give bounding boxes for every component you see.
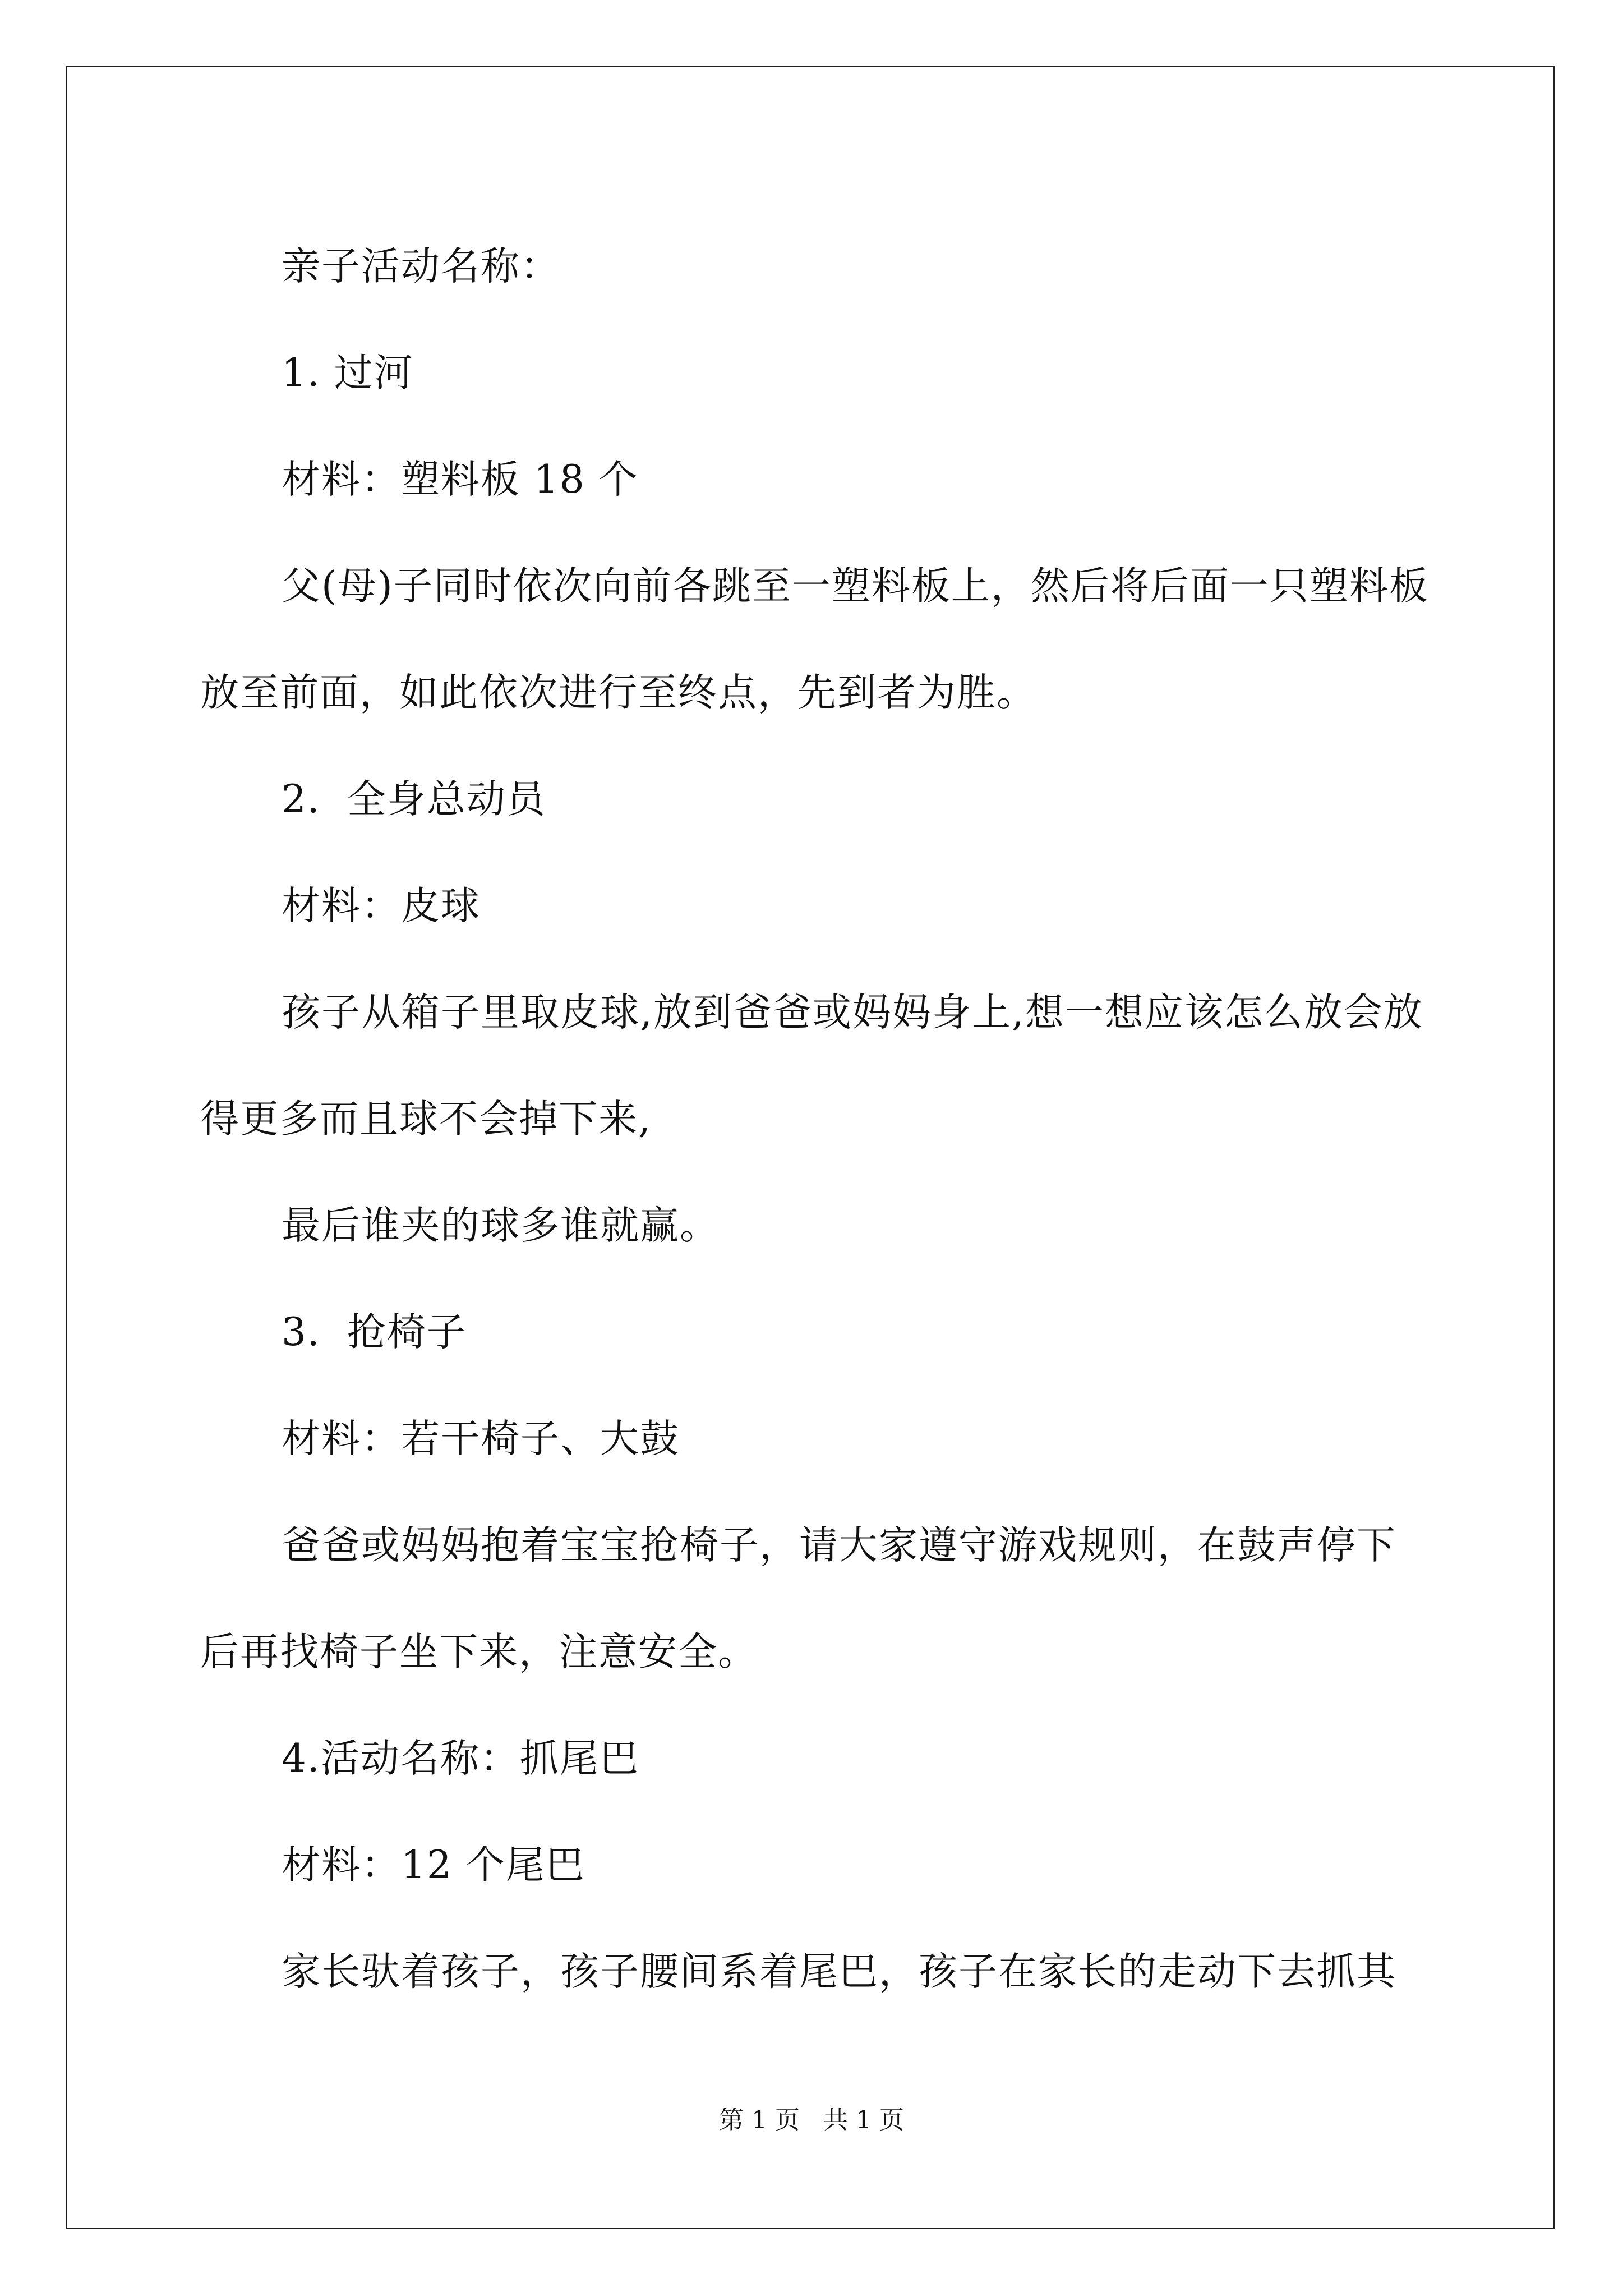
page-footer — [0, 2104, 1623, 2137]
paragraph-heading: 亲子活动名称： — [282, 244, 560, 289]
section-title: 1. 过河 — [282, 351, 414, 395]
section-title: 4.活动名称：抓尾巴 — [282, 1736, 639, 1781]
instruction-paragraph: 最后谁夹的球多谁就赢。 — [282, 1203, 720, 1248]
instruction-paragraph: 孩子从箱子里取皮球,放到爸爸或妈妈身上,想一想应该怎么放会放得更多而且球不会掉下来, — [200, 990, 1423, 1142]
instruction-paragraph: 父(母)子同时依次向前各跳至一塑料板上，然后将后面一只塑料板放至前面，如此依次进行至终点，先到者为胜。 — [200, 564, 1429, 715]
document-body — [200, 213, 1430, 2025]
page-number: 第 1 页 — [719, 2106, 800, 2134]
section-title: 3．抢椅子 — [282, 1310, 467, 1355]
materials-line: 材料：塑料板 18 个 — [282, 457, 639, 502]
page-total: 共 1 页 — [823, 2106, 904, 2134]
materials-line: 材料：皮球 — [282, 884, 481, 928]
instruction-paragraph: 爸爸或妈妈抱着宝宝抢椅子，请大家遵守游戏规则，在鼓声停下后再找椅子坐下来，注意安全。 — [200, 1523, 1396, 1674]
section-title: 2．全身总动员 — [282, 777, 546, 822]
materials-line: 材料：12 个尾巴 — [282, 1843, 585, 1888]
instruction-paragraph: 家长驮着孩子，孩子腰间系着尾巴，孩子在家长的走动下去抓其 — [282, 1949, 1396, 1994]
materials-line: 材料：若干椅子、大鼓 — [282, 1416, 680, 1461]
